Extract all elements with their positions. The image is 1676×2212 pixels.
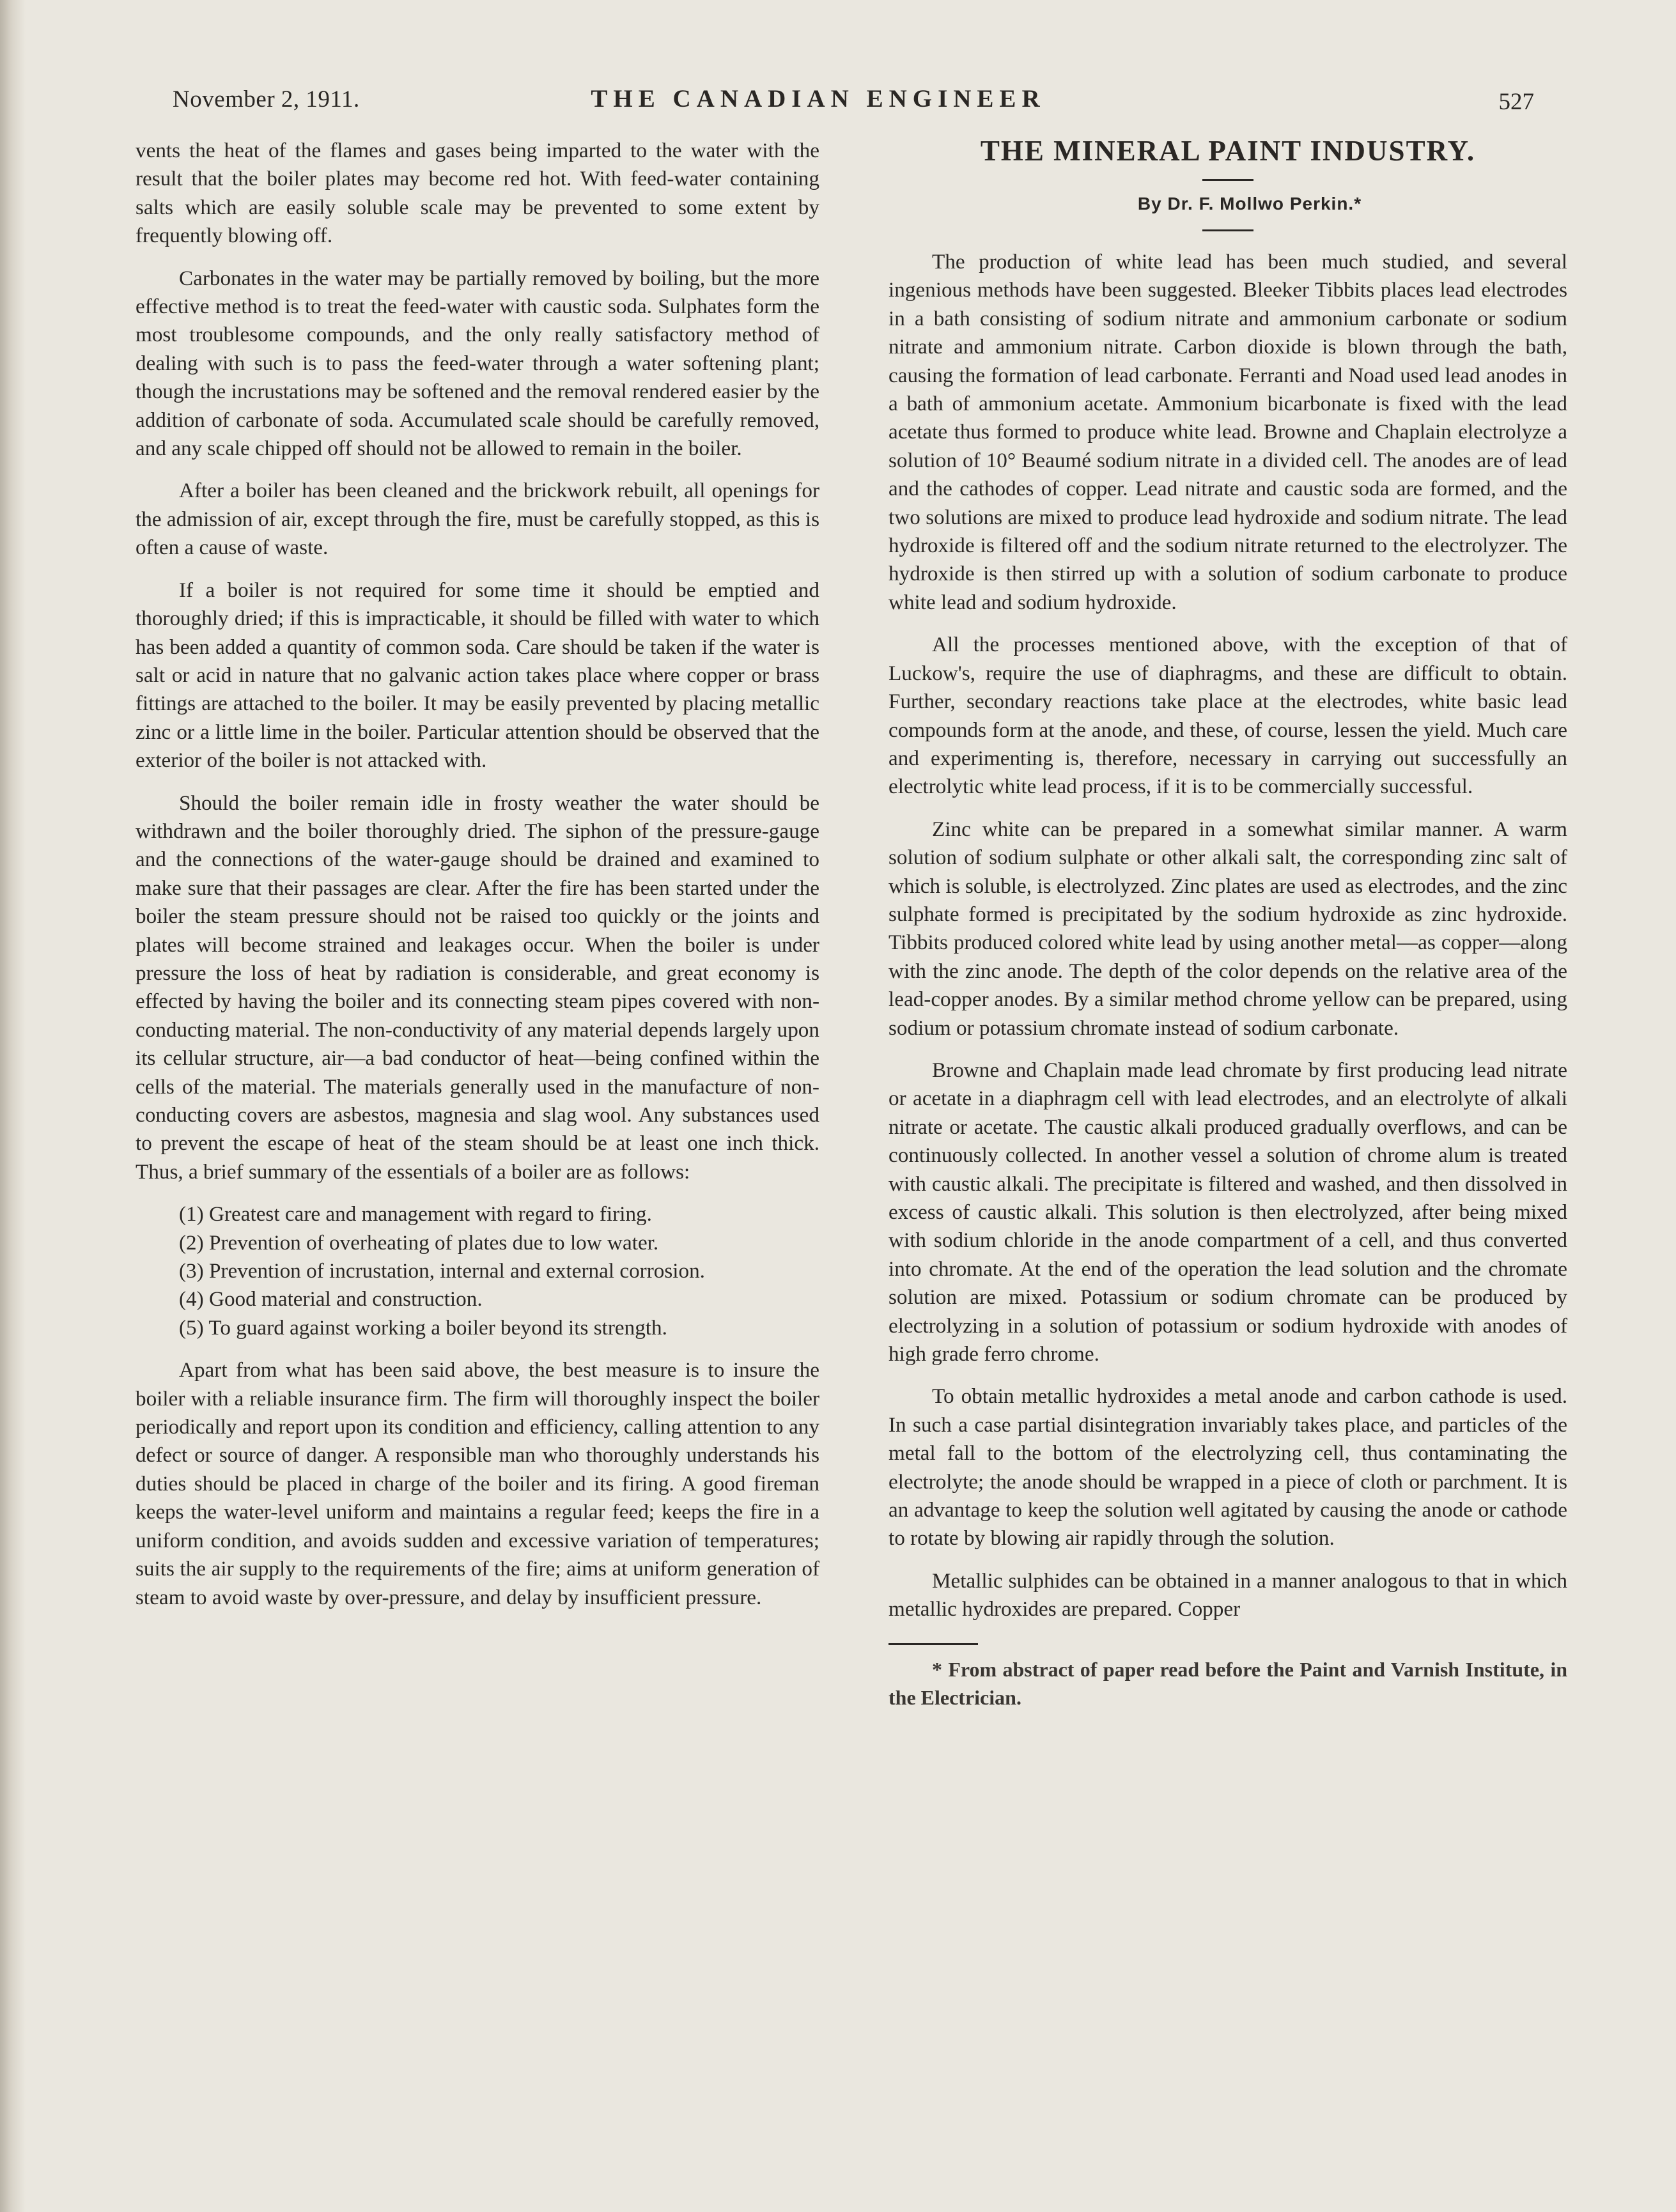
list-item: (1) Greatest care and management with regard to firing.	[179, 1202, 652, 1226]
left-column	[136, 137, 819, 1626]
paragraph: Should the boiler remain idle in frosty weather the water should be withdrawn and the boiler thoroughly dried. The siphon of the pressure-gauge and the connections of the water-gauge should be drained and examined to make sure that their passages are clear. After the fire has been started under the boiler the steam pressure should not be raised too quickly or the joints and plates will become strained and leakages occur. When the boiler is under pressure the loss of heat by radiation is considerable, and great economy is effected by having the boiler and its connecting steam pipes covered with non-conducting material. The non-conductivity of any material depends largely upon its cellular structure, air—a bad conductor of heat—being confined within the cells of the material. The materials generally used in the manufacture of non-conducting covers are asbestos, magnesia and slag wool. Any substances used to prevent the escape of heat of the steam should be at least one inch thick. Thus, a brief summary of the essentials of a boiler are as follows:	[136, 791, 819, 1184]
page-header	[173, 82, 1534, 120]
paragraph: If a boiler is not required for some time it should be emptied and thoroughly dried; if this is impracticable, it should be filled with water to which has been added a quantity of common soda. Care should be taken if the water is salt or acid in nature that no galvanic action takes place where copper or brass fittings are attached to the boiler. It may be easily prevented by placing metallic zinc or a little lime in the boiler. Particular attention should be observed that the exterior of the boiler is not attacked with.	[136, 578, 819, 773]
page-binding-shadow	[0, 0, 26, 2212]
list-item: (4) Good material and construction.	[179, 1287, 483, 1311]
issue-date: November 2, 1911.	[173, 86, 360, 112]
paragraph: Zinc white can be prepared in a somewhat similar manner. A warm solution of sodium sulphate or other alkali salt, the corresponding zinc salt of which is soluble, is electrolyzed. Zinc plates are used as electrodes, and the zinc sulphate formed is precipitated by the sodium hydroxide as zinc hydroxide. Tibbits produced colored white lead by using another metal—as copper—along with the zinc anode. The depth of the color depends on the relative area of the lead-copper anodes. By a similar method chrome yellow can be prepared, using sodium or potassium chromate instead of sodium carbonate.	[888, 817, 1567, 1040]
journal-title: THE CANADIAN ENGINEER	[591, 85, 1046, 112]
footnote-divider	[888, 1643, 978, 1645]
list-item: (2) Prevention of overheating of plates due to low water.	[179, 1230, 659, 1255]
right-column	[888, 133, 1567, 1726]
paragraph: The production of white lead has been much studied, and several ingenious methods have been suggested. Bleeker Tibbits places lead electrodes in a bath consisting of sodium nitrate and ammonium carbonate or sodium nitrate and ammonium nitrate. Carbon dioxide is blown through the bath, causing the formation of lead carbonate. Ferranti and Noad used lead anodes in a bath of ammonium acetate. Ammonium bicarbonate is fixed with the lead acetate thus formed to produce white lead. Browne and Chaplain electrolyze a solution of 10° Beaumé sodium nitrate in a divided cell. The anodes are of lead and the cathodes of copper. Lead nitrate and caustic soda are formed, and the two solutions are mixed to produce lead hydroxide and sodium nitrate. The lead hydroxide is filtered off and the sodium nitrate returned to the electrolyzer. The hydroxide is then stirred up with a solution of sodium carbonate to produce white lead and sodium hydroxide.	[888, 250, 1567, 614]
paragraph: Metallic sulphides can be obtained in a manner analogous to that in which metallic hydroxides are prepared. Copper	[888, 1568, 1567, 1621]
paragraph: vents the heat of the flames and gases being imparted to the water with the result that the boiler plates may become red hot. With feed-water containing salts which are easily soluble scale may be prevented to some extent by frequently blowing off.	[136, 139, 819, 248]
list-item: (3) Prevention of incrustation, internal and external corrosion.	[179, 1259, 705, 1283]
title-divider	[1202, 179, 1253, 181]
author-byline: By Dr. F. Mollwo Perkin.*	[1137, 194, 1362, 213]
paragraph: Apart from what has been said above, the best measure is to insure the boiler with a reliable insurance firm. The firm will thoroughly inspect the boiler periodically and report upon its condition and efficiency, calling attention to any defect or source of danger. A responsible man who thoroughly understands his duties should be placed in charge of the boiler and its firing. A good fireman keeps the water-level uniform and maintains a regular feed; keeps the fire in a uniform condition, and avoids sudden and excessive variation of temperatures; suits the air supply to the requirements of the fire; aims at uniform generation of steam to avoid waste by over-pressure, and delay by insufficient pressure.	[136, 1358, 819, 1609]
paragraph: Browne and Chaplain made lead chromate by first producing lead nitrate or acetate in a diaphragm cell with lead electrodes, and an electrolyte of alkali nitrate or acetate. The caustic alkali produced gradually overflows, and can be continuously collected. In another vessel a solution of chrome alum is treated with caustic alkali. The precipitate is filtered and washed, and then dissolved in excess of caustic alkali. This solution is then electrolyzed, after being mixed with sodium chloride in the anode compartment of a cell, and thus converted into chromate. At the end of the operation the lead solution and the chromate solution are mixed. Potassium or sodium chromate can be produced by electrolyzing in a solution of potassium or sodium hydroxide with anodes of high grade ferro chrome.	[888, 1058, 1567, 1366]
paragraph: Carbonates in the water may be partially removed by boiling, but the more effective method is to treat the feed-water with caustic soda. Sulphates form the most troublesome compounds, and the only really satisfactory method of dealing with such is to pass the feed-water through a water softening plant; though the incrustations may be softened and the removal rendered easier by the addition of carbonate of soda. Accumulated scale should be carefully removed, and any scale chipped off should not be allowed to remain in the boiler.	[136, 266, 819, 461]
paragraph: To obtain metallic hydroxides a metal anode and carbon cathode is used. In such a case partial disintegration invariably takes place, and particles of the metal fall to the bottom of the electrolyzing cell, thus contaminating the electrolyte; the anode should be wrapped in a piece of cloth or parchment. It is an advantage to keep the solution well agitated by causing the anode or cathode to rotate by blowing air rapidly through the solution.	[888, 1384, 1567, 1551]
page-number: 527	[1498, 89, 1534, 115]
footnote: * From abstract of paper read before the Paint and Varnish Institute, in the Electrician.	[888, 1657, 1567, 1709]
byline-divider	[1202, 229, 1253, 231]
essentials-list	[136, 1200, 819, 1342]
article-title: THE MINERAL PAINT INDUSTRY.	[980, 135, 1476, 167]
paragraph: After a boiler has been cleaned and the brickwork rebuilt, all openings for the admission of air, except through the fire, must be carefully stopped, as this is often a cause of waste.	[136, 479, 819, 560]
list-item: (5) To guard against working a boiler beyond its strength.	[179, 1315, 667, 1340]
paragraph: All the processes mentioned above, with the exception of that of Luckow's, require the use of diaphragms, and these are difficult to obtain. Further, secondary reactions take place at the electrodes, white basic lead compounds form at the anode, and these, of course, lessen the yield. Much care and experimenting is, therefore, necessary in carrying out successfully an electrolytic white lead process, if it is to be commercially successful.	[888, 633, 1567, 799]
